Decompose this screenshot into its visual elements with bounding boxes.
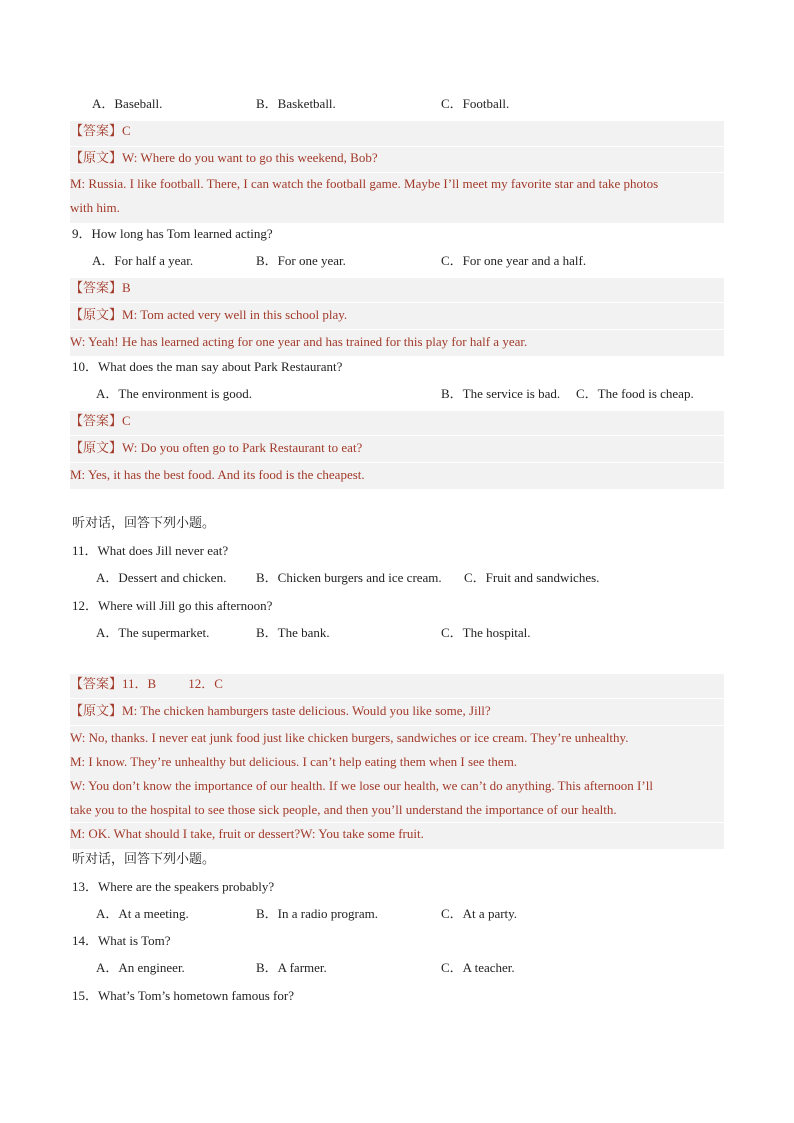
answer-tag: 【答案】	[70, 677, 123, 692]
q14-option-c: C．A teacher.	[441, 960, 515, 975]
q14-option-a: A．An engineer.	[96, 960, 185, 975]
answer-value: C	[122, 123, 131, 138]
q12-option-b: B．The bank.	[256, 625, 330, 640]
q11-12-script-line-6: M: OK. What should I take, fruit or dessert?W: You take some fruit.	[70, 826, 424, 841]
q13-option-a: A．At a meeting.	[96, 906, 189, 921]
q11-option-c: C．Fruit and sandwiches.	[464, 570, 600, 585]
script-tag: 【原文】	[70, 151, 123, 166]
q12-option-a: A．The supermarket.	[96, 625, 210, 640]
q10-question: 10．What does the man say about Park Restaurant?	[72, 359, 343, 374]
q13-option-c: C．At a party.	[441, 906, 518, 921]
q8-script-line-2: M: Russia. I like football. There, I can watch the football game. Maybe I’ll meet my favorite star and take photos	[70, 176, 659, 191]
q11-option-a: A．Dessert and chicken.	[96, 570, 227, 585]
q8-option-a: A．Baseball.	[92, 96, 163, 111]
q11-12-script-line-5: take you to the hospital to see those sick people, and then you’ll understand the importance of our health.	[70, 802, 617, 817]
q9-script-line-1: 【原文】M: Tom acted very well in this school play.	[70, 307, 348, 323]
q8-script-line-1: 【原文】W: Where do you want to go this weekend, Bob?	[70, 150, 378, 166]
q10-answer-block	[70, 411, 724, 489]
q11-12-answer-block	[70, 674, 724, 849]
answer-value-11: 11．B	[122, 676, 157, 691]
q15-question: 15．What’s Tom’s hometown famous for?	[72, 988, 294, 1003]
section-instruction-2: 听对话，回答下列小题。	[72, 852, 216, 867]
q12-option-c: C．The hospital.	[441, 625, 531, 640]
q8-script-line-3: with him.	[70, 200, 120, 215]
q8-option-b: B．Basketball.	[256, 96, 336, 111]
q11-question: 11．What does Jill never eat?	[72, 543, 229, 558]
q12-question: 12．Where will Jill go this afternoon?	[72, 598, 273, 613]
section-instruction: 听对话，回答下列小题。	[72, 516, 216, 531]
q9-option-a: A．For half a year.	[92, 253, 194, 268]
q9-answer-block	[70, 278, 724, 356]
q13-option-b: B．In a radio program.	[256, 906, 379, 921]
q10-script-line-2: M: Yes, it has the best food. And its food is the cheapest.	[70, 467, 365, 482]
script-tag: 【原文】	[70, 441, 123, 456]
answer-value: B	[122, 280, 131, 295]
q9-option-b: B．For one year.	[256, 253, 346, 268]
q11-12-script-line-4: W: You don’t know the importance of our health. If we lose our health, we can’t do anything. This afternoon I’ll	[70, 778, 653, 793]
answer-tag: 【答案】	[70, 124, 123, 139]
q8-option-c: C．Football.	[441, 96, 510, 111]
q8-answer-block	[70, 121, 724, 223]
script-tag: 【原文】	[70, 308, 123, 323]
script-tag: 【原文】	[70, 704, 123, 719]
q10-script-line-1: 【原文】W: Do you often go to Park Restaurant to eat?	[70, 440, 363, 456]
q11-12-script-line-2: W: No, thanks. I never eat junk food just like chicken burgers, sandwiches or ice cream. They’re unhealthy.	[70, 730, 629, 745]
q14-question: 14．What is Tom?	[72, 933, 171, 948]
q11-12-script-line-3: M: I know. They’re unhealthy but delicious. I can’t help eating them when I see them.	[70, 754, 518, 769]
q11-option-b: B．Chicken burgers and ice cream.	[256, 570, 442, 585]
answer-value: C	[122, 413, 131, 428]
q10-answer-row	[70, 412, 131, 431]
q10-option-b: B．The service is bad.	[441, 386, 561, 401]
q10-option-c: C．The food is cheap.	[576, 386, 694, 401]
answer-value-12: 12．C	[188, 676, 223, 691]
q9-script-line-2: W: Yeah! He has learned acting for one year and has trained for this play for half a year.	[70, 334, 528, 349]
q11-12-script-line-1: 【原文】M: The chicken hamburgers taste delicious. Would you like some, Jill?	[70, 703, 491, 719]
q13-question: 13．Where are the speakers probably?	[72, 879, 275, 894]
q9-answer-row	[70, 279, 131, 298]
q9-question: 9．How long has Tom learned acting?	[72, 226, 273, 241]
answer-tag: 【答案】	[70, 414, 123, 429]
answer-tag: 【答案】	[70, 281, 123, 296]
q10-option-a: A．The environment is good.	[96, 386, 252, 401]
q14-option-b: B．A farmer.	[256, 960, 327, 975]
q8-answer-row	[70, 122, 131, 141]
q11-12-answer-row	[70, 675, 223, 694]
q9-option-c: C．For one year and a half.	[441, 253, 587, 268]
